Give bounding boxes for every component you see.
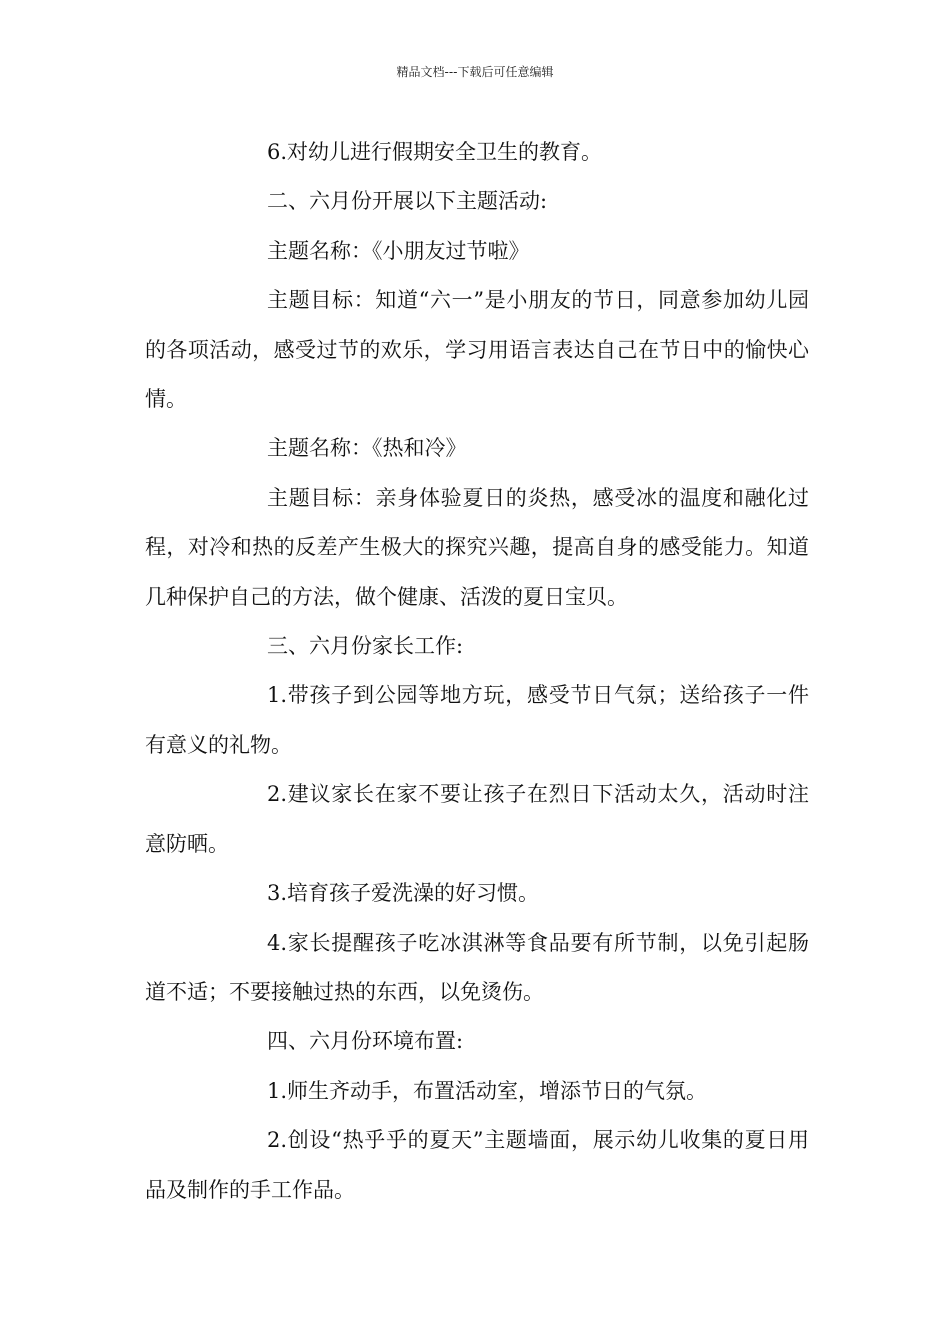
section-heading-environment: 四、六月份环境布置: bbox=[267, 1029, 464, 1054]
theme-name-hot-and-cold: 主题名称：《热和冷》 bbox=[267, 436, 467, 461]
theme-goal-hot-and-cold: 主题目标：亲身体验夏日的炎热，感受冰的温度和融化过程，对冷和热的反差产生极大的探究兴趣，提高自身的感受能力。知道几种保护自己的方法，做个健康、活泼的夏日宝贝。 bbox=[145, 485, 809, 609]
section-heading-theme-activities: 二、六月份开展以下主题活动: bbox=[267, 189, 548, 214]
parent-work-item-3: 3.培育孩子爱洗澡的好习惯。 bbox=[267, 881, 540, 906]
section-heading-parent-work: 三、六月份家长工作: bbox=[267, 634, 464, 659]
parent-work-item-4: 4.家长提醒孩子吃冰淇淋等食品要有所节制，以免引起肠道不适；不要接触过热的东西，以免烫伤。 bbox=[145, 930, 809, 1004]
environment-item-2: 2.创设“热乎乎的夏天”主题墙面，展示幼儿收集的夏日用品及制作的手工作品。 bbox=[145, 1128, 809, 1202]
page-header: 精品文档---下载后可任意编辑 bbox=[396, 65, 554, 79]
theme-name-children-festival: 主题名称：《小朋友过节啦》 bbox=[267, 238, 530, 263]
parent-work-item-2: 2.建议家长在家不要让孩子在烈日下活动太久，活动时注意防晒。 bbox=[145, 782, 809, 856]
paragraph-safety-education: 6.对幼儿进行假期安全卫生的教育。 bbox=[267, 140, 603, 164]
document-body bbox=[145, 128, 809, 1215]
theme-goal-children-festival: 主题目标：知道“六一”是小朋友的节日，同意参加幼儿园的各项活动，感受过节的欢乐，学习用语言表达自己在节日中的愉快心情。 bbox=[145, 288, 809, 412]
parent-work-item-1: 1.带孩子到公园等地方玩，感受节日气氛；送给孩子一件有意义的礼物。 bbox=[145, 683, 809, 757]
environment-item-1: 1.师生齐动手，布置活动室，增添节日的气氛。 bbox=[267, 1078, 708, 1103]
